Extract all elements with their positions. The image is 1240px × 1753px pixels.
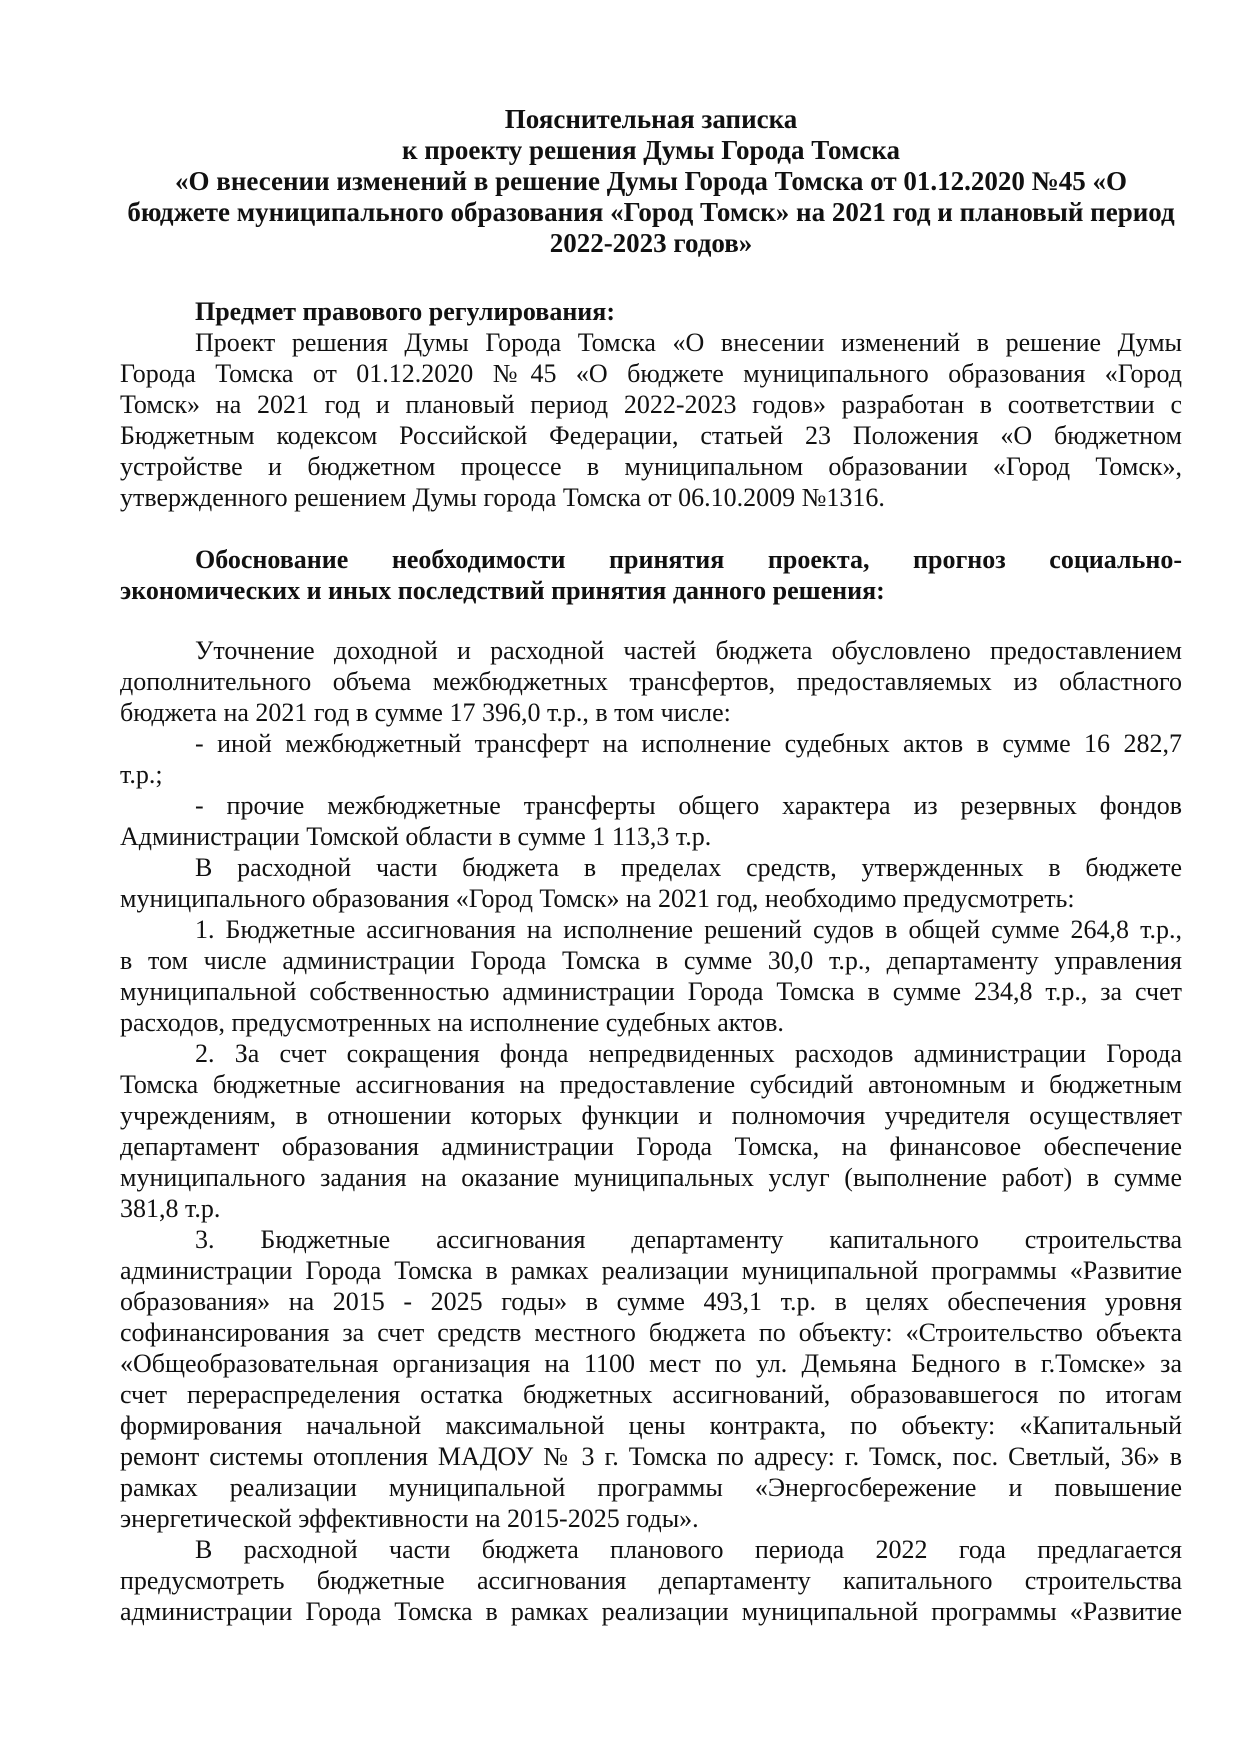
- paragraph-line: Администрации Томской области в сумме 1 113,3 т.р.: [120, 822, 712, 851]
- paragraph-line: учреждениям, в отношении которых функции и полномочия учредителя осуществляет: [120, 1101, 1182, 1130]
- paragraph-line: расходов, предусмотренных на исполнение судебных актов.: [120, 1008, 784, 1037]
- paragraph-line: Томск» на 2021 год и плановый период 2022-2023 годов» разработан в соответствии с: [120, 390, 1182, 419]
- paragraph-line: администрации Города Томска в рамках реализации муниципальной программы «Развитие: [120, 1256, 1182, 1285]
- title-line: бюджете муниципального образования «Город Томск» на 2021 год и плановый период: [127, 197, 1175, 227]
- paragraph-line: формирования начальной максимальной цены контракта, по объекту: «Капитальный: [120, 1411, 1182, 1440]
- heading-line: экономических и иных последствий принятия данного решения:: [120, 576, 885, 605]
- paragraph-line: В расходной части бюджета в пределах средств, утвержденных в бюджете: [195, 853, 1182, 882]
- paragraph-line: муниципальной собственностью администрации Города Томска в сумме 234,8 т.р., за счет: [120, 977, 1182, 1006]
- paragraph-line: администрации Города Томска в рамках реализации муниципальной программы «Развитие: [120, 1597, 1182, 1626]
- paragraph: [120, 1534, 1182, 1627]
- paragraph-line: 381,8 т.р.: [120, 1194, 221, 1223]
- paragraph: [120, 790, 1182, 852]
- justification-body: [120, 635, 1182, 1627]
- paragraph: [120, 728, 1182, 790]
- paragraph-line: 2. За счет сокращения фонда непредвиденных расходов администрации Города: [195, 1039, 1182, 1068]
- section-heading-subject: [120, 296, 1182, 327]
- document-page: [120, 104, 1182, 1627]
- paragraph-line: Томска бюджетные ассигнования на предоставление субсидий автономным и бюджетным: [120, 1070, 1182, 1099]
- paragraph-line: В расходной части бюджета планового периода 2022 года предлагается: [195, 1535, 1182, 1564]
- paragraph-line: Бюджетным кодексом Российской Федерации, статьей 23 Положения «О бюджетном: [120, 421, 1182, 450]
- paragraph: [120, 914, 1182, 1038]
- paragraph: [120, 1224, 1182, 1534]
- document-title: [120, 104, 1182, 259]
- paragraph: [120, 852, 1182, 914]
- paragraph-line: муниципального образования «Город Томск» на 2021 год, необходимо предусмотреть:: [120, 884, 1075, 913]
- paragraph-line: т.р.;: [120, 760, 163, 789]
- heading-line: Предмет правового регулирования:: [195, 297, 615, 326]
- title-line: Пояснительная записка: [504, 104, 798, 134]
- paragraph-line: 1. Бюджетные ассигнования на исполнение решений судов в общей сумме 264,8 т.р.,: [195, 915, 1182, 944]
- title-line: «О внесении изменений в решение Думы Города Томска от 01.12.2020 №45 «О: [175, 166, 1127, 196]
- paragraph-line: - иной межбюджетный трансферт на исполнение судебных актов в сумме 16 282,7: [195, 729, 1182, 758]
- paragraph-line: департамент образования администрации Города Томска, на финансовое обеспечение: [120, 1132, 1182, 1161]
- paragraph-line: энергетической эффективности на 2015-2025 годы».: [120, 1504, 699, 1533]
- paragraph-line: Проект решения Думы Города Томска «О внесении изменений в решение Думы: [195, 328, 1182, 357]
- paragraph-line: - прочие межбюджетные трансферты общего характера из резервных фондов: [195, 791, 1182, 820]
- paragraph-line: Города Томска от 01.12.2020 №45 «О бюджете муниципального образования «Город: [120, 359, 1182, 388]
- paragraph-line: утвержденного решением Думы города Томска от 06.10.2009 №1316.: [120, 483, 885, 512]
- paragraph-line: муниципального задания на оказание муниципальных услуг (выполнение работ) в сумме: [120, 1163, 1182, 1192]
- paragraph-line: софинансирования за счет средств местного бюджета по объекту: «Строительство объекта: [120, 1318, 1182, 1347]
- paragraph-line: предусмотреть бюджетные ассигнования департаменту капитального строительства: [120, 1566, 1182, 1595]
- heading-line: Обоснование необходимости принятия проекта, прогноз социально-: [195, 545, 1182, 574]
- paragraph-line: «Общеобразовательная организация на 1100 мест по ул. Демьяна Бедного в г.Томске» за: [120, 1349, 1182, 1378]
- title-line: 2022-2023 годов»: [549, 228, 753, 258]
- paragraph-line: ремонт системы отопления МАДОУ № 3 г. Томска по адресу: г. Томск, пос. Светлый, 36» в: [120, 1442, 1182, 1471]
- paragraph-line: бюджета на 2021 год в сумме 17 396,0 т.р., в том числе:: [120, 698, 731, 727]
- title-line: к проекту решения Думы Города Томска: [401, 135, 901, 165]
- paragraph-line: счет перераспределения остатка бюджетных ассигнований, образовавшегося по итогам: [120, 1380, 1182, 1409]
- paragraph-line: Уточнение доходной и расходной частей бюджета обусловлено предоставлением: [195, 636, 1182, 665]
- paragraph-subject: [120, 327, 1182, 513]
- section-heading-justification: [120, 544, 1182, 606]
- paragraph-line: устройстве и бюджетном процессе в муниципальном образовании «Город Томск»,: [120, 452, 1182, 481]
- paragraph-line: дополнительного объема межбюджетных трансфертов, предоставляемых из областного: [120, 667, 1182, 696]
- paragraph: [120, 1038, 1182, 1224]
- paragraph-line: 3. Бюджетные ассигнования департаменту капитального строительства: [195, 1225, 1182, 1254]
- paragraph-line: рамках реализации муниципальной программы «Энергосбережение и повышение: [120, 1473, 1182, 1502]
- paragraph-line: образования» на 2015 - 2025 годы» в сумме 493,1 т.р. в целях обеспечения уровня: [120, 1287, 1182, 1316]
- paragraph-line: в том числе администрации Города Томска в сумме 30,0 т.р., департаменту управления: [120, 946, 1182, 975]
- paragraph: [120, 635, 1182, 728]
